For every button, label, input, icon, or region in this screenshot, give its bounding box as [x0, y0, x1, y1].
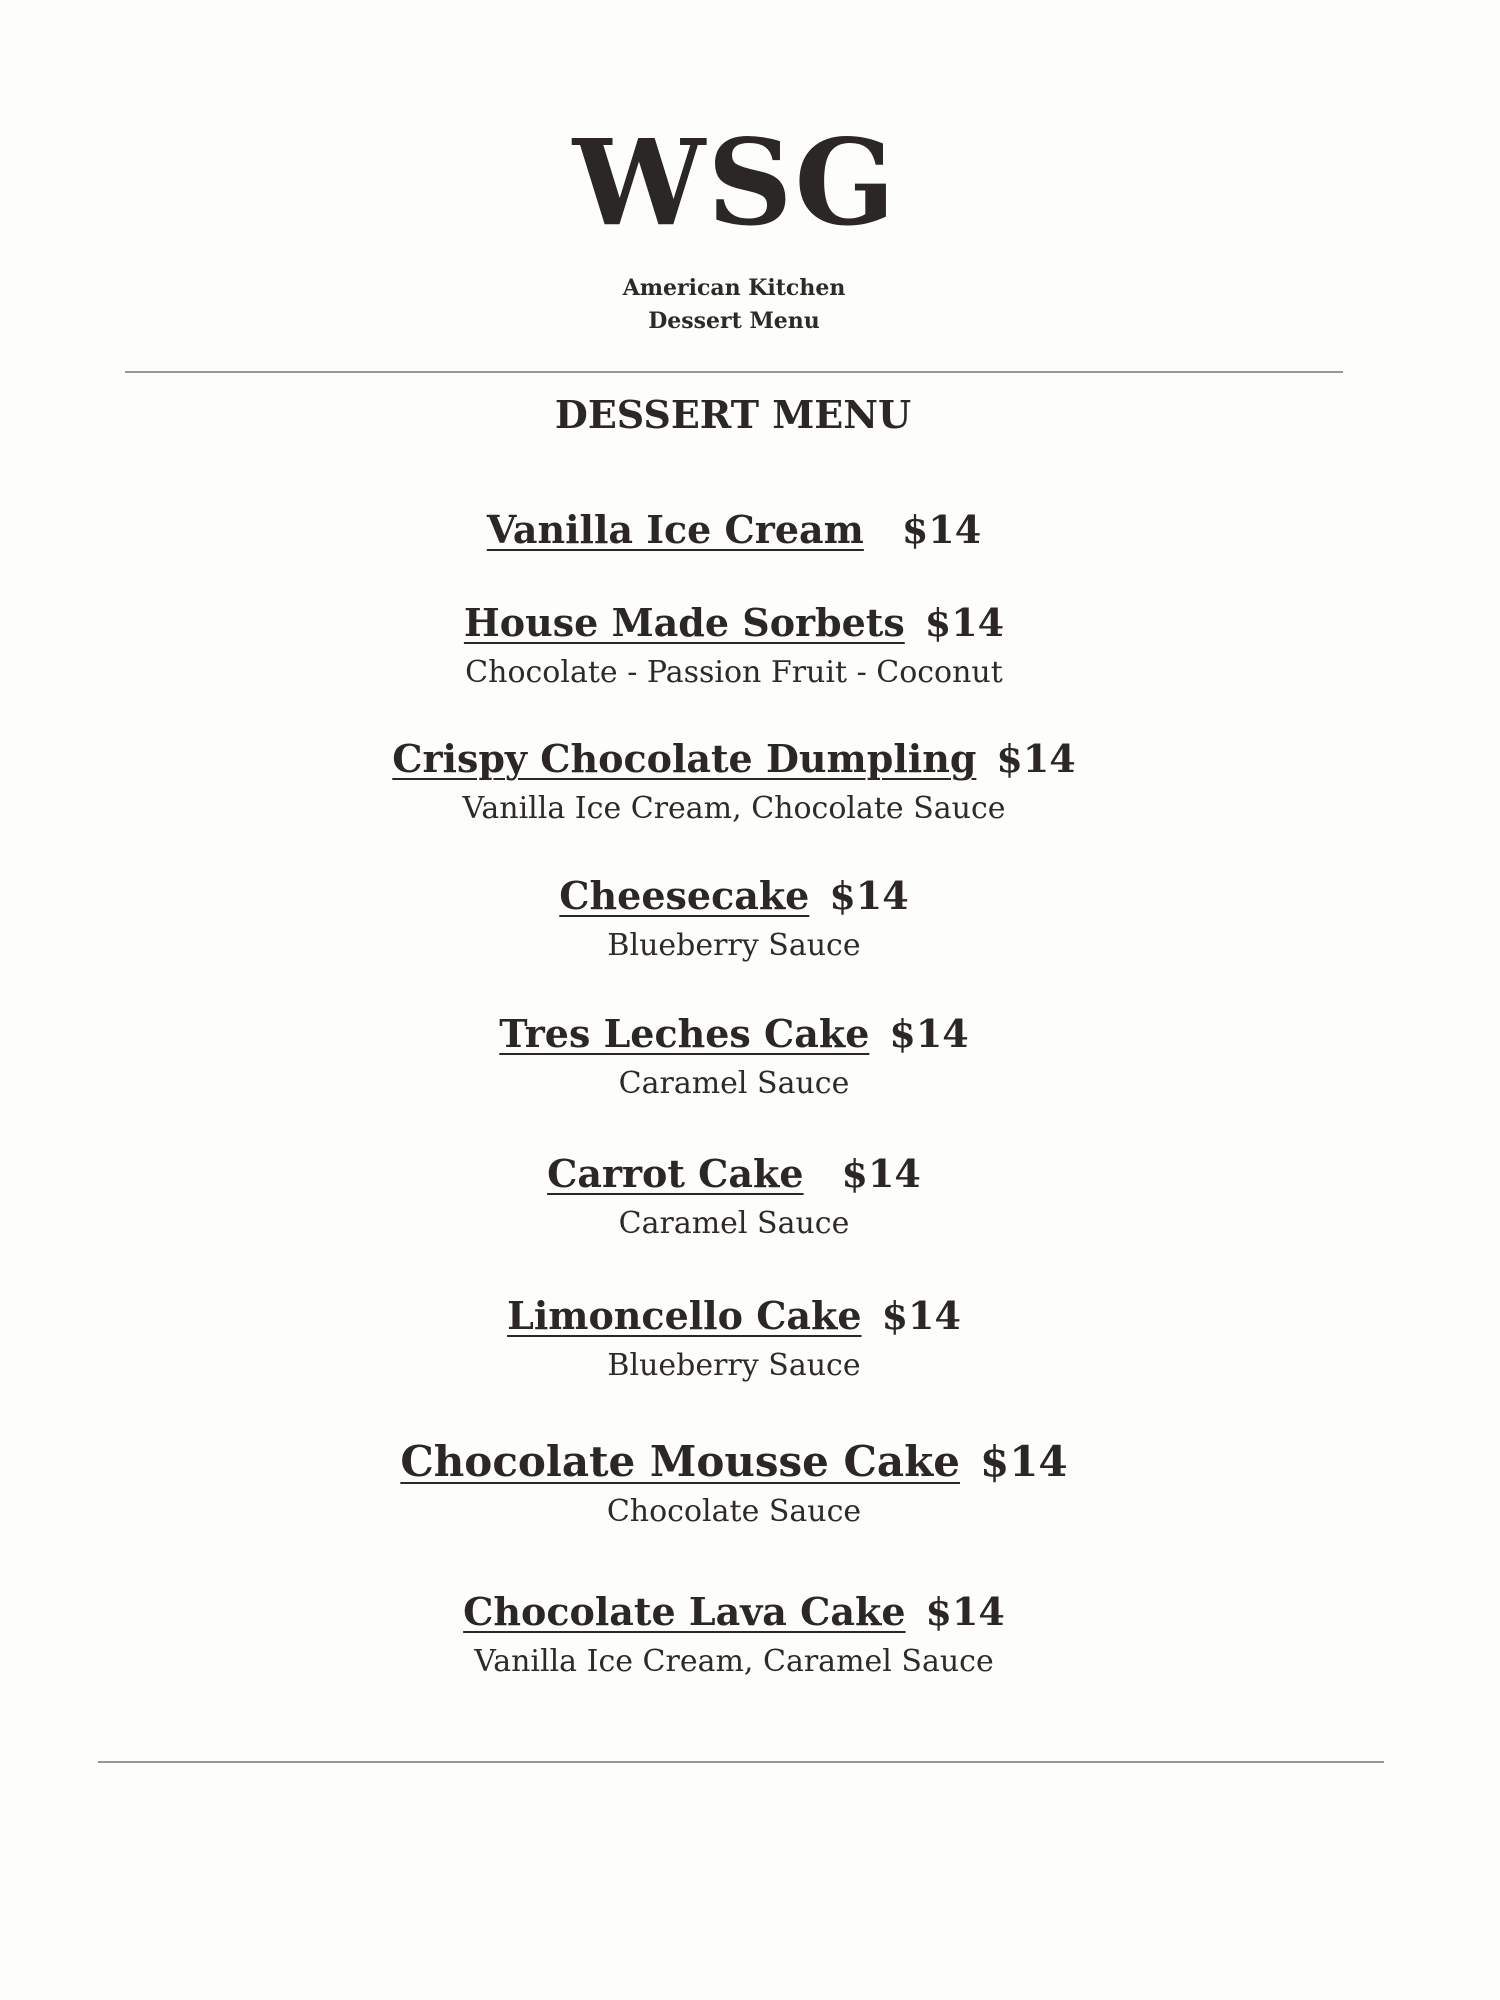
- menu-item-price: $14: [979, 1437, 1068, 1486]
- menu-item-crispy-chocolate-dumpling: [0, 733, 1468, 829]
- menu-item-tres-leches-cake: [0, 1008, 1468, 1104]
- menu-item-heading: [0, 1290, 1468, 1342]
- menu-item-heading: [0, 870, 1468, 922]
- menu-item-vanilla-ice-cream: [0, 504, 1468, 556]
- bottom-divider: [98, 1761, 1384, 1763]
- menu-item-name: Tres Leches Cake: [499, 1011, 870, 1056]
- menu-item-description: Blueberry Sauce: [607, 1348, 861, 1383]
- menu-item-description: Vanilla Ice Cream, Caramel Sauce: [474, 1644, 994, 1679]
- section-title: DESSERT MENU: [554, 392, 912, 437]
- menu-item-description: Vanilla Ice Cream, Chocolate Sauce: [462, 791, 1006, 826]
- menu-item-chocolate-mousse-cake: [0, 1436, 1468, 1532]
- menu-item-name: Limoncello Cake: [507, 1293, 862, 1338]
- menu-item-heading: [0, 1008, 1468, 1060]
- menu-item-heading: [0, 1586, 1468, 1638]
- subtitle-kitchen: American Kitchen: [622, 275, 846, 301]
- top-divider: [125, 371, 1343, 373]
- menu-item-cheesecake: [0, 870, 1468, 966]
- menu-item-description: Caramel Sauce: [618, 1206, 850, 1241]
- menu-item-name: Crispy Chocolate Dumpling: [392, 736, 977, 781]
- menu-item-carrot-cake: [0, 1148, 1468, 1244]
- menu-item-name: House Made Sorbets: [463, 600, 905, 645]
- menu-item-price: $14: [925, 1589, 1005, 1634]
- menu-item-heading: [0, 504, 1468, 556]
- menu-item-heading: [0, 1148, 1468, 1200]
- menu-item-heading: [0, 597, 1468, 649]
- menu-item-description: Blueberry Sauce: [607, 928, 861, 963]
- menu-item-name: Cheesecake: [559, 873, 810, 918]
- menu-item-price: $14: [881, 1293, 961, 1338]
- menu-item-chocolate-lava-cake: [0, 1586, 1468, 1682]
- menu-item-price: $14: [996, 736, 1076, 781]
- menu-item-description: Chocolate - Passion Fruit - Coconut: [465, 655, 1003, 690]
- menu-item-name: Chocolate Lava Cake: [463, 1589, 906, 1634]
- menu-item-price: $14: [924, 600, 1005, 645]
- menu-item-limoncello-cake: [0, 1290, 1468, 1386]
- menu-item-description: Caramel Sauce: [618, 1066, 850, 1101]
- menu-item-price: $14: [841, 1151, 921, 1196]
- menu-item-price: $14: [829, 873, 909, 918]
- restaurant-logo: WSG: [572, 113, 898, 252]
- menu-item-name: Carrot Cake: [547, 1151, 804, 1196]
- menu-item-heading: [0, 1436, 1468, 1488]
- menu-item-heading: [0, 733, 1468, 785]
- menu-item-house-made-sorbets: [0, 597, 1468, 693]
- menu-item-price: $14: [889, 1011, 969, 1056]
- menu-item-name: Vanilla Ice Cream: [486, 507, 864, 552]
- menu-item-price: $14: [901, 507, 982, 552]
- menu-item-description: Chocolate Sauce: [606, 1494, 862, 1529]
- subtitle-menu: Dessert Menu: [648, 308, 820, 334]
- menu-item-name: Chocolate Mousse Cake: [400, 1437, 960, 1486]
